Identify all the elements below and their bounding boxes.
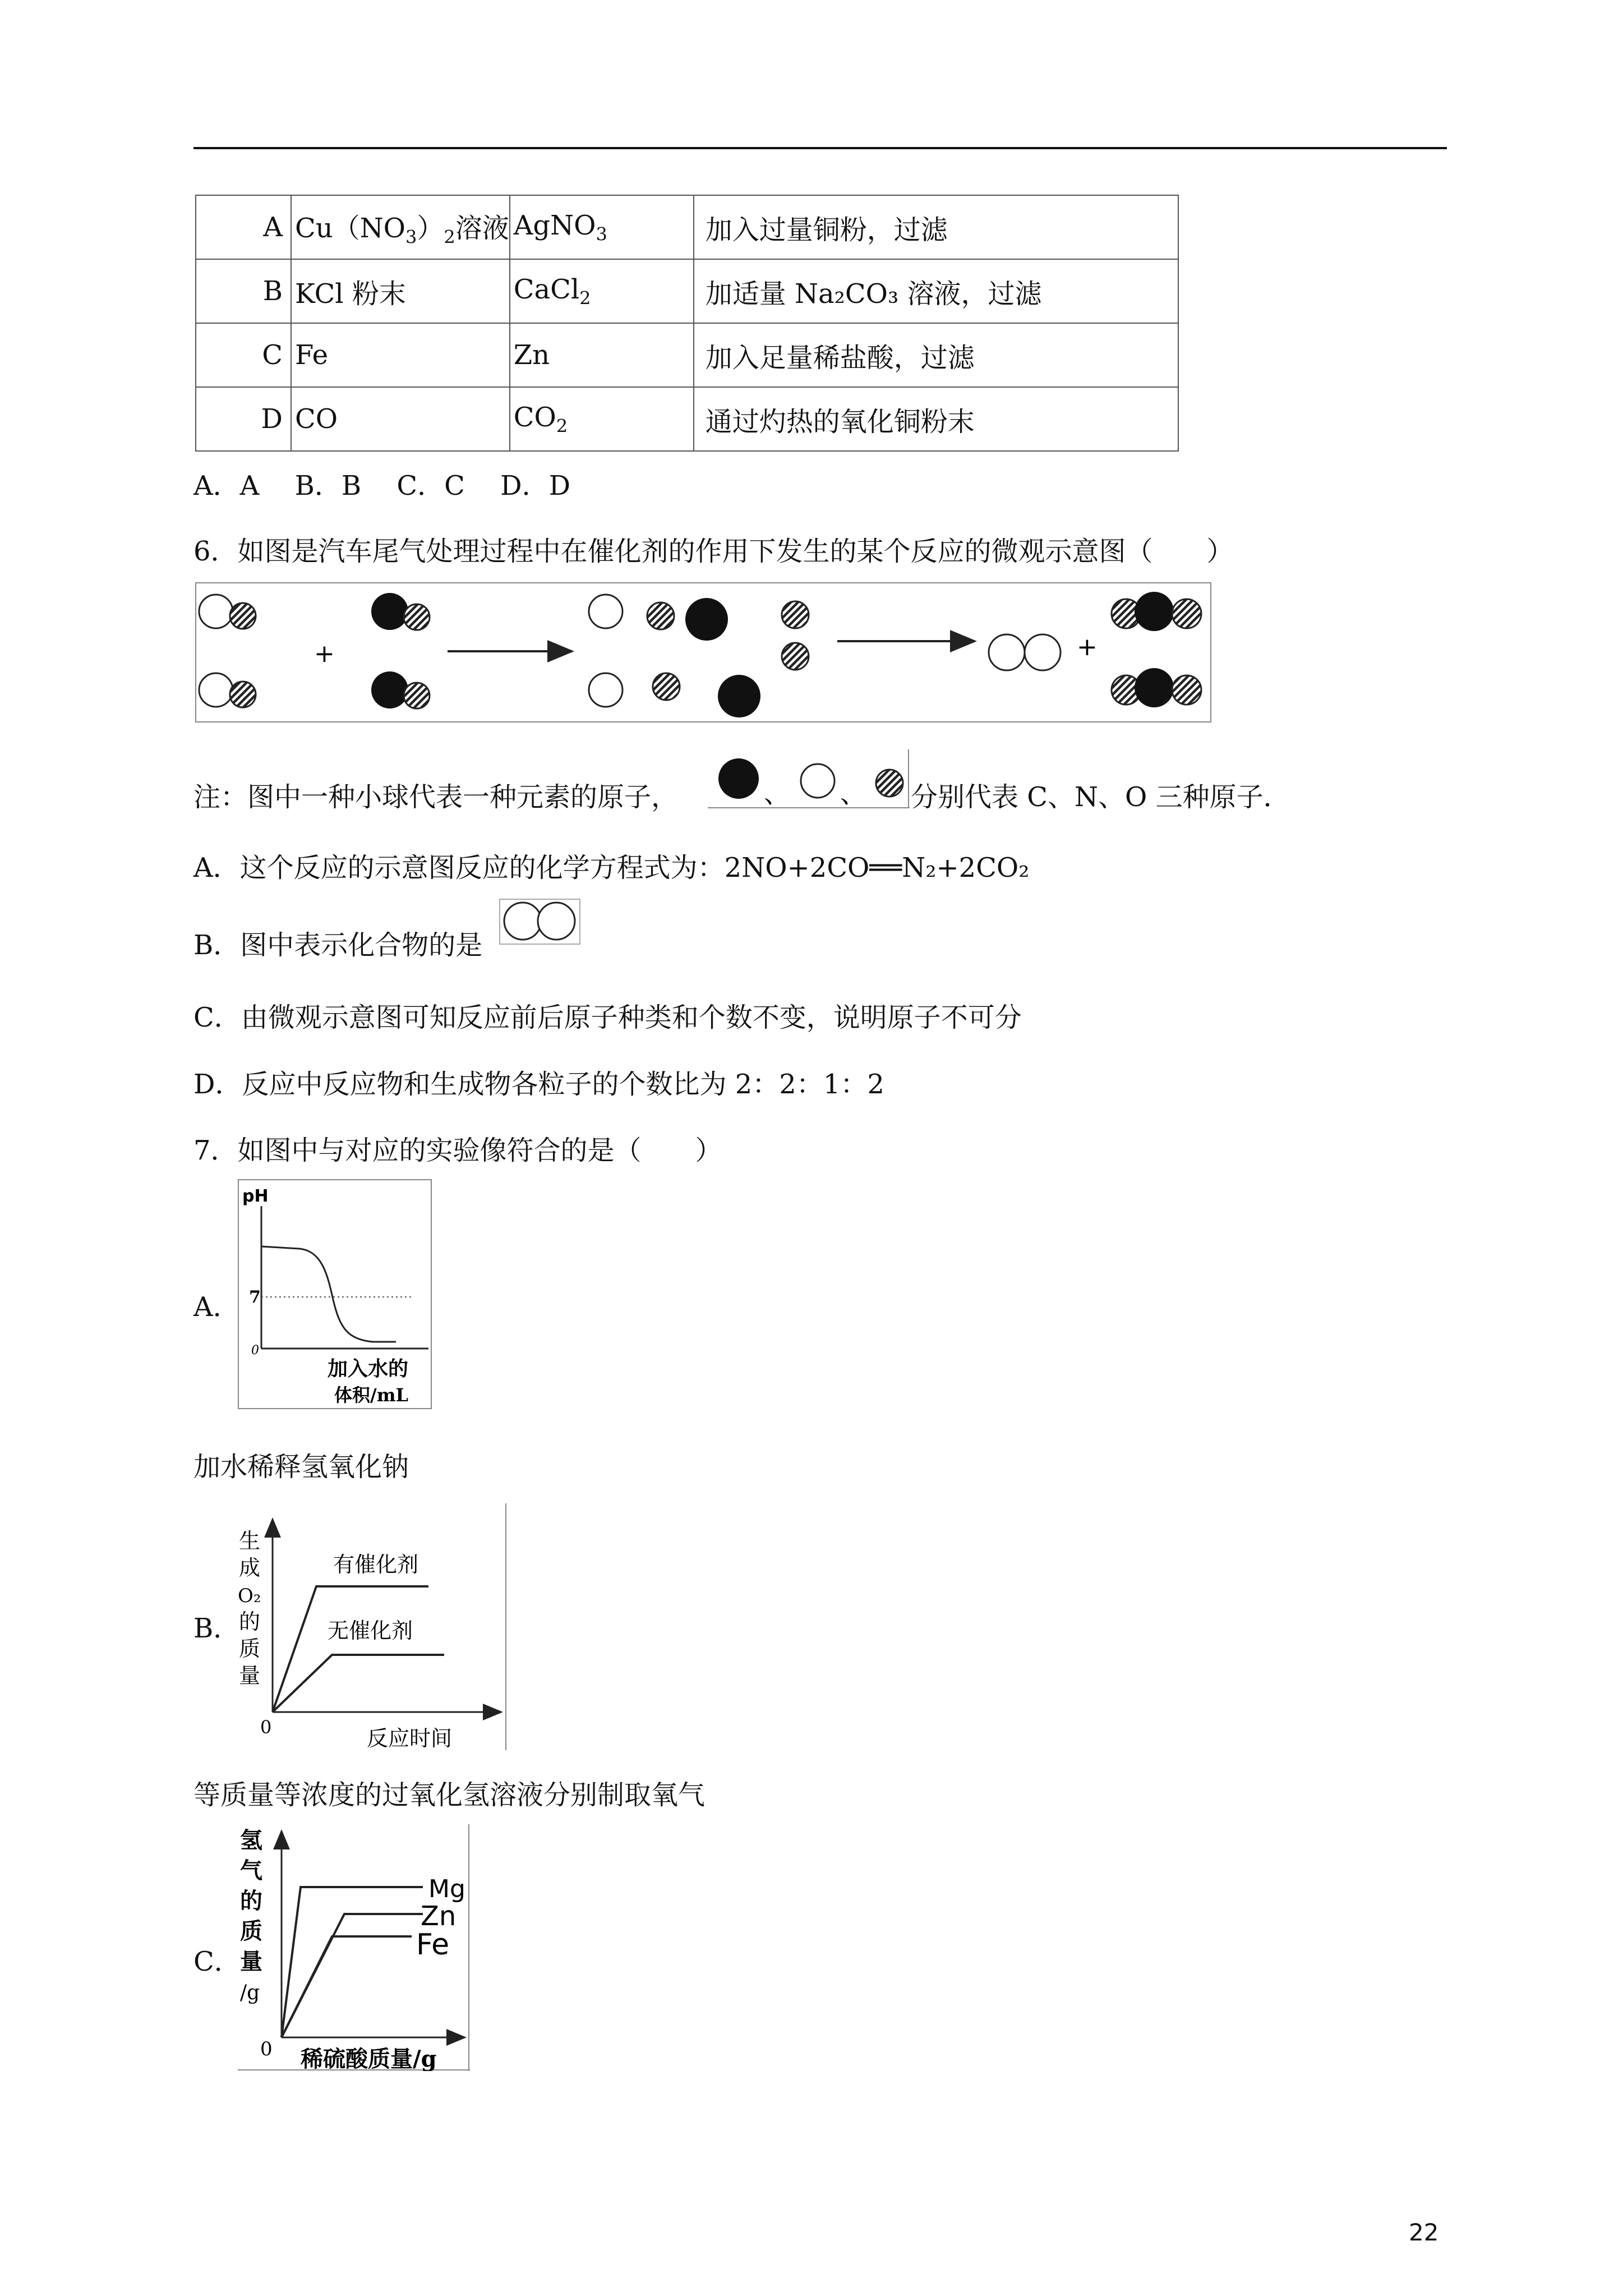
reaction-diagram: [195, 582, 1211, 723]
substance-cell: $Cu(NO_3)_2$溶液: [291, 195, 510, 259]
ref-tick-label: 7: [249, 1287, 261, 1307]
svg-text:生: 生: [239, 1529, 261, 1553]
co2-molecule: [1112, 592, 1201, 631]
svg-text:量: 量: [240, 1948, 262, 1975]
plus-sign: +: [1077, 633, 1098, 661]
y-axis-label: [238, 1529, 261, 1688]
x-axis-label-line2: 体积/mL: [334, 1384, 409, 1406]
table-row: [196, 323, 1178, 387]
svg-text:的: 的: [240, 1888, 262, 1914]
series-label-zn: Zn: [421, 1901, 457, 1932]
plus-sign: +: [314, 639, 335, 668]
nitrogen-atom-icon: [801, 764, 834, 798]
impurity-cell: AgNO$_3$: [510, 195, 694, 259]
series-label-without-catalyst: 无催化剂: [328, 1618, 413, 1643]
n2-molecule-figure: [499, 899, 580, 945]
co-molecule: [371, 671, 430, 708]
separator: 、: [840, 779, 866, 809]
origin-label: 0: [260, 2038, 273, 2060]
header-rule: [193, 147, 1447, 149]
x-axis-label: 稀硫酸质量/g: [301, 2046, 437, 2071]
svg-text:氢: 氢: [240, 1827, 262, 1853]
substance-cell: Fe: [291, 323, 510, 387]
separator: 、: [764, 779, 790, 809]
atom-legend: [708, 749, 910, 809]
option-key-cell: D: [196, 387, 291, 451]
x-axis-label: 反应时间: [367, 1726, 453, 1750]
svg-text:气: 气: [240, 1857, 262, 1884]
table-row: [196, 195, 1178, 259]
svg-text:质: 质: [240, 1918, 262, 1944]
svg-text:成: 成: [239, 1556, 261, 1580]
substance-cell: KCl 粉末: [291, 259, 510, 323]
graph-b-oxygen-catalyst: [238, 1503, 507, 1750]
q6-option-c: C．由微观示意图可知反应前后原子种类和个数不变，说明原子不可分: [193, 1002, 1022, 1033]
co2-molecule: [1112, 668, 1201, 707]
q7-a-caption: 加水稀释氢氧化钠: [193, 1451, 409, 1483]
co-molecule: [371, 593, 430, 630]
q7-c-label: C．: [193, 1946, 241, 1977]
series-label-mg: Mg: [428, 1875, 465, 1903]
oxygen-atom-icon: [876, 770, 903, 797]
q7-b-label: B．: [193, 1613, 241, 1644]
q6-stem: 6．如图是汽车尾气处理过程中在催化剂的作用下发生的某个反应的微观示意图（ ）: [193, 536, 1234, 567]
no-molecule: [199, 673, 256, 707]
origin-label: 0: [260, 1717, 272, 1738]
method-cell: 通过灼热的氧化铜粉末: [694, 387, 1178, 451]
option-key-cell: C: [196, 323, 291, 387]
graph-a-ph-dilution: [238, 1179, 432, 1409]
q7-b-caption: 等质量等浓度的过氧化氢溶液分别制取氧气: [193, 1779, 706, 1811]
carbon-atom-icon: [718, 758, 759, 799]
svg-text:/g: /g: [240, 1981, 260, 2004]
no-molecule: [199, 595, 256, 629]
series-fe: [282, 1936, 412, 2037]
separated-atoms: [589, 595, 809, 717]
series-with-catalyst: [273, 1586, 428, 1712]
table-row: [196, 387, 1178, 451]
y-axis-label: [240, 1827, 262, 2004]
q7-stem: 7．如图中与对应的实验像符合的是（ ）: [193, 1135, 722, 1166]
svg-text:质: 质: [239, 1636, 261, 1661]
q6-note-after: 分别代表 C、N、O 三种原子．: [911, 781, 1290, 813]
x-axis-label-line1: 加入水的: [328, 1357, 409, 1381]
q6-option-b: B．图中表示化合物的是: [193, 930, 483, 961]
method-cell: 加入足量稀盐酸，过滤: [694, 323, 1178, 387]
series-zn: [282, 1914, 423, 2037]
q6-note-before: 注：图中一种小球代表一种元素的原子，: [193, 781, 679, 813]
table-row: [196, 259, 1178, 323]
y-axis-label: pH: [242, 1186, 269, 1206]
q6-option-d: D．反应中反应物和生成物各粒子的个数比为 2：2：1：2: [193, 1069, 884, 1100]
method-cell: 加入过量铜粉，过滤: [694, 195, 1178, 259]
impurity-cell: Zn: [510, 323, 694, 387]
impurity-cell: $CO_2$: [510, 387, 694, 451]
svg-text:的: 的: [239, 1609, 261, 1634]
q6-option-a: A．这个反应的示意图反应的化学方程式为：2NO+2CO══N₂+2CO₂: [193, 852, 1030, 884]
series-label-with-catalyst: 有催化剂: [333, 1552, 419, 1577]
series-label-fe: Fe: [416, 1928, 450, 1962]
svg-text:O₂: O₂: [238, 1585, 261, 1607]
series-without-catalyst: [273, 1655, 444, 1712]
q7-a-label: A．: [193, 1291, 240, 1323]
option-key-cell: B: [196, 259, 291, 323]
option-table: [195, 195, 1179, 452]
impurity-cell: CaCl$_2$: [510, 259, 694, 323]
method-cell: 加适量 Na₂CO₃ 溶液，过滤: [694, 259, 1178, 323]
ph-curve: [261, 1246, 396, 1342]
svg-text:量: 量: [239, 1663, 261, 1688]
page-number: 22: [1409, 2219, 1439, 2246]
substance-cell: CO: [291, 387, 510, 451]
series-mg: [282, 1887, 423, 2037]
origin-label: 0: [251, 1343, 259, 1358]
q5-choices: A．A B．B C．C D．D: [193, 470, 571, 501]
n2-molecule: [989, 634, 1061, 670]
graph-c-hydrogen-metals: [238, 1824, 470, 2071]
option-key-cell: A: [196, 195, 291, 259]
